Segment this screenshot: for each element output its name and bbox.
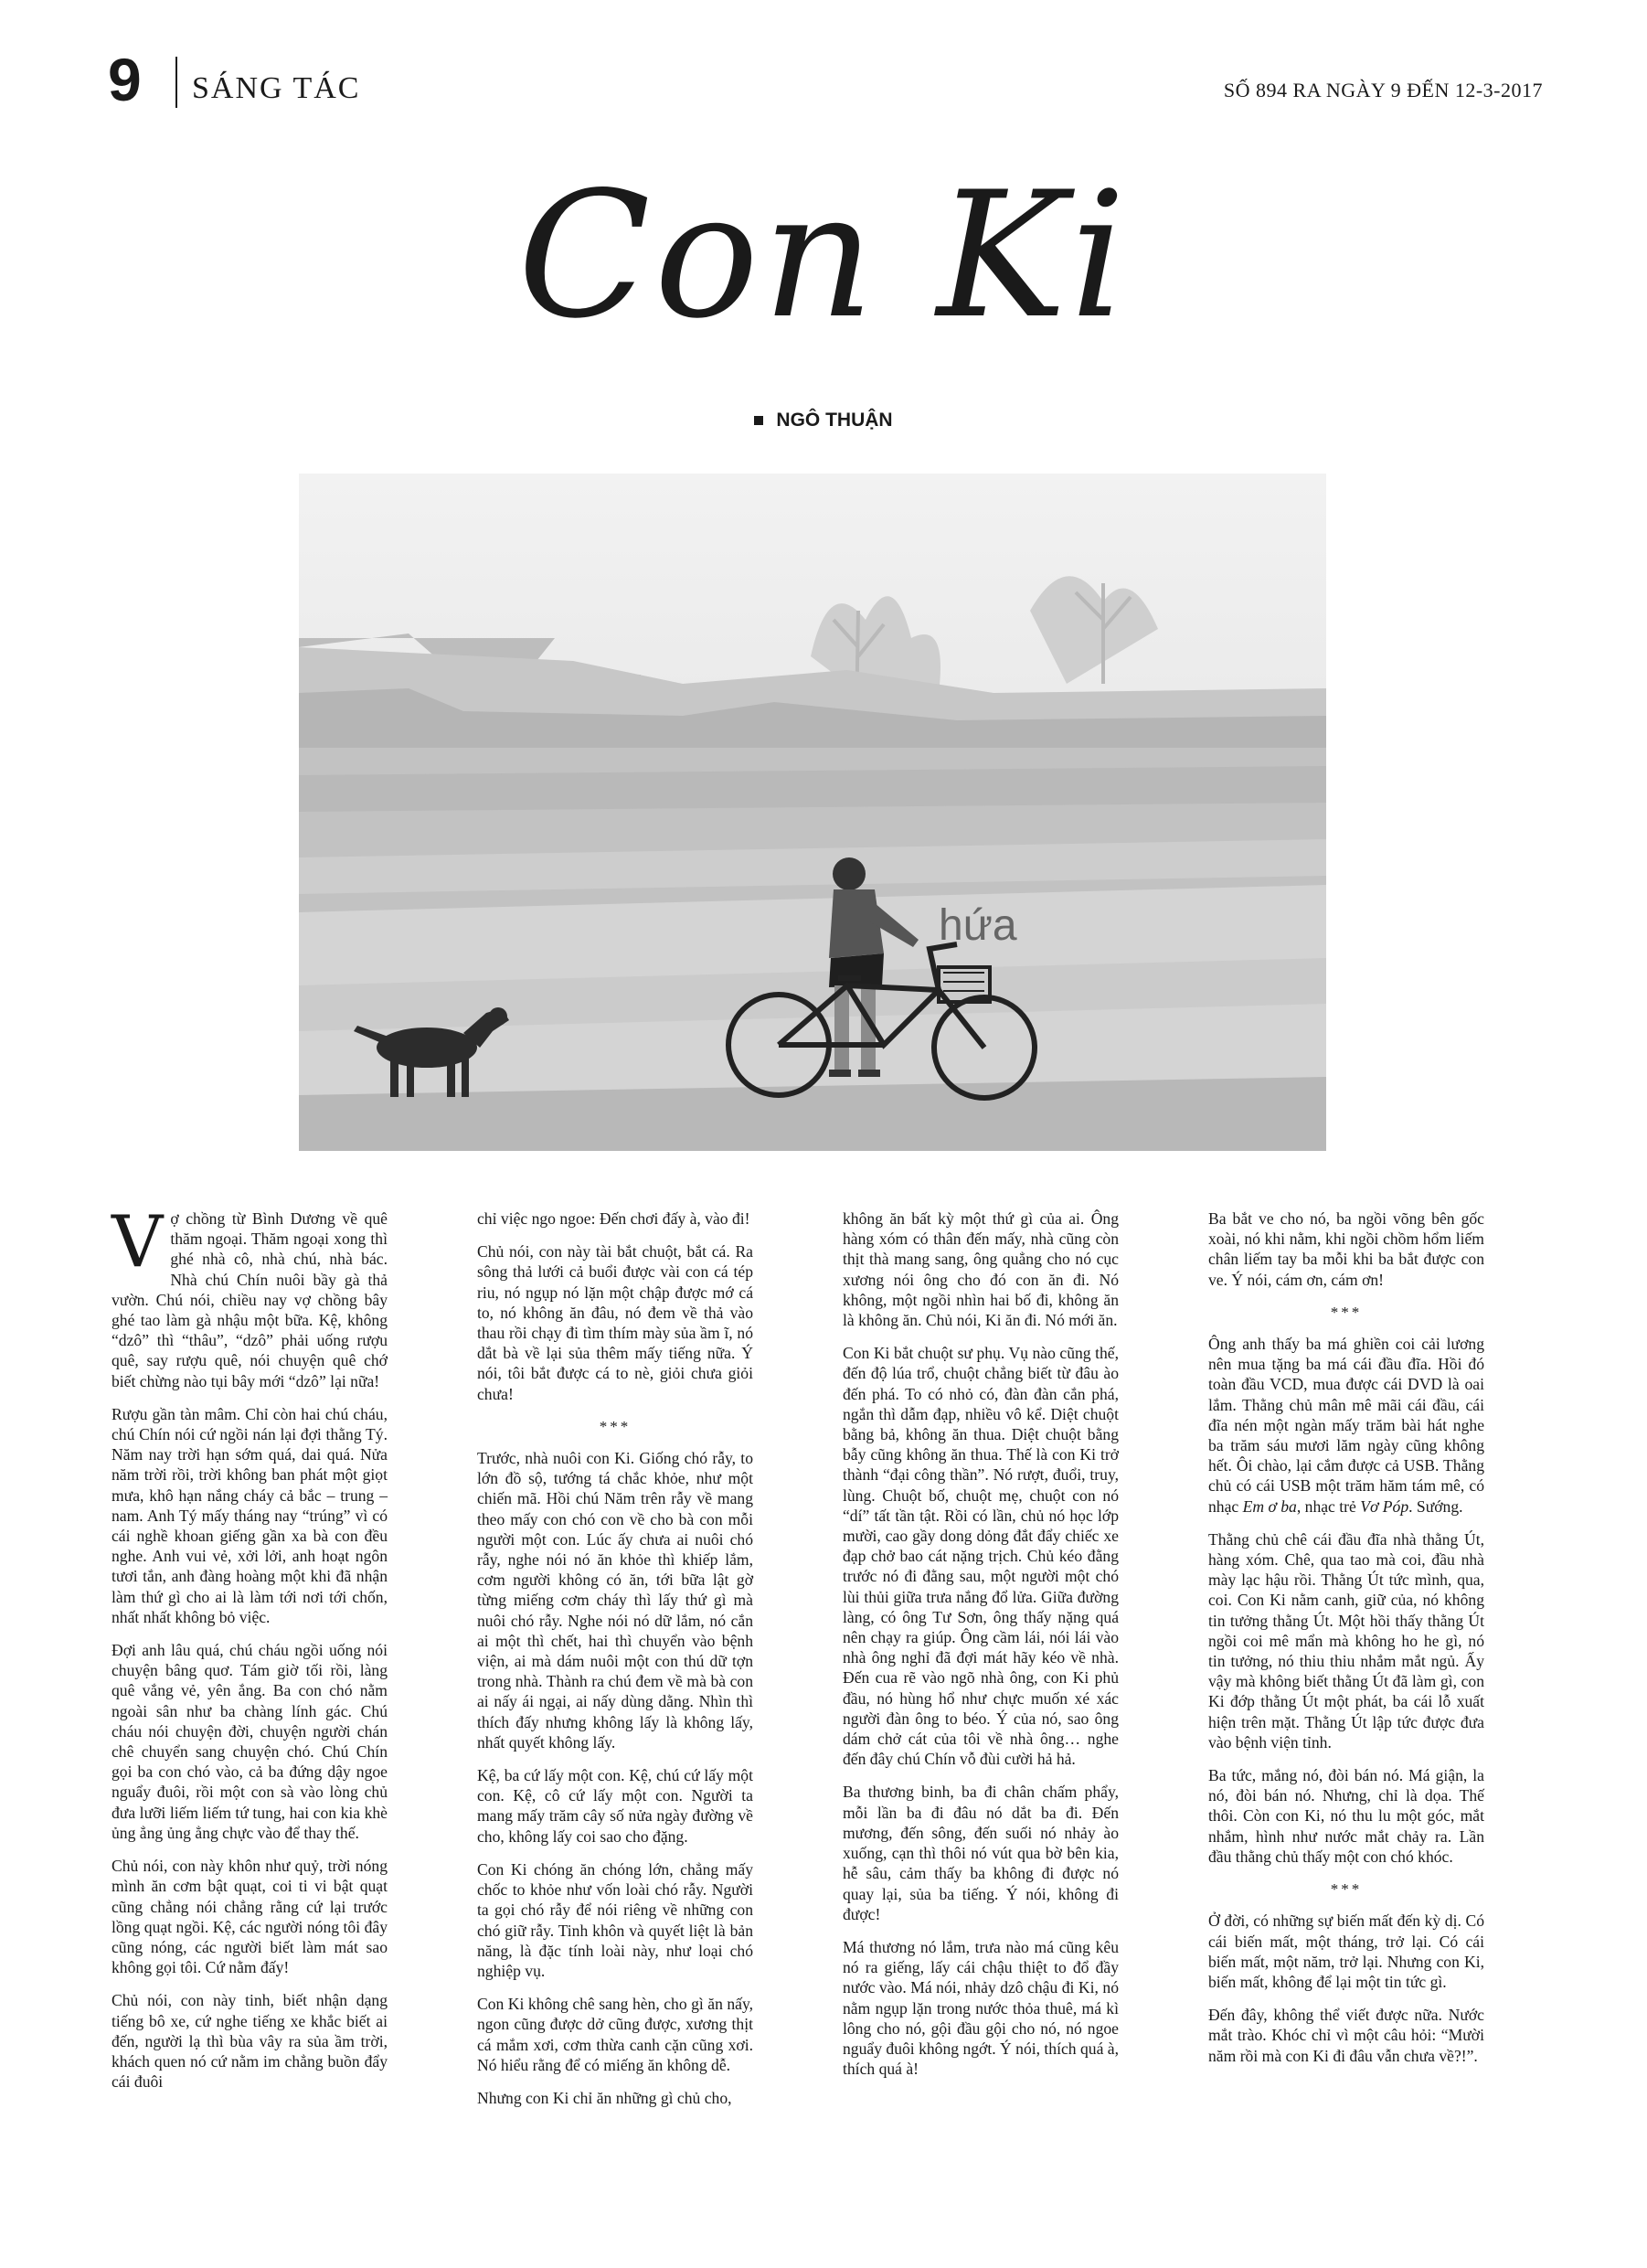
paragraph: Kệ, ba cứ lấy một con. Kệ, chú cứ lấy một con. Kệ, cô cứ lấy một con. Người ta mang mấy trăm cây số nửa ngày đường về cho, không lấy coi sao cho đặng. (477, 1766, 753, 1846)
paragraph: Ba tức, mắng nó, đòi bán nó. Má giận, la nó, đòi bán nó. Nhưng, chỉ là dọa. Thế thôi. Còn con Ki, nó thu lu một góc, mắt nhắm, hình như nước mắt chảy ra. Lần đầu thằng chủ thấy một con chó khóc. (1208, 1766, 1484, 1866)
paragraph: Má thương nó lắm, trưa nào má cũng kêu nó ra giếng, lấy cái chậu thiệt to đổ đầy nước vào. Má nói, nhảy dzô chậu đi Ki, nó nằm ngụp lặn trong nước thỏa thuê, má kì lông cho nó, gội đầu gội cho nó, nó ngoe nguẩy đuôi không ngớt. Ý nói, thích quá à, thích quá à! (843, 1937, 1120, 2079)
paragraph: Trước, nhà nuôi con Ki. Giống chó rẫy, to lớn đồ sộ, tướng tá chắc khỏe, như một chiến mã. Hồi chú Năm trên rẫy về mang theo mấy con chó con về cho bà con mỗi người một con. Lúc ấy chưa ai nuôi chó rẫy, nghe nói nó ăn khỏe thì khiếp lắm, cơm người không có ăn, tới bữa lật gờ từng miếng cơm cháy thì lấy thứ gì mà nuôi chó rẫy. Nghe nói nó dữ lắm, nó cắn ai một thì chết, hai thì chuyển vào bệnh viện, ai mà dám nuôi một con thú dữ tợn trong nhà. Thành ra chú đem về mà bà con ai nấy ái ngại, ai nấy dùng dằng. Nhìn thì thích đấy nhưng không lấy là không lấy, nhất quyết không lấy. (477, 1449, 753, 1752)
issue-info: SỐ 894 RA NGÀY 9 ĐẾN 12-3-2017 (1223, 79, 1543, 101)
page-header (108, 46, 1543, 113)
section-separator: *** (1330, 1303, 1363, 1321)
article-illustration (299, 474, 1326, 1151)
paragraph: Thằng chủ chê cái đầu đĩa nhà thằng Út, hàng xóm. Chê, qua tao mà coi, đầu nhà mày lạc hậu rồi. Thằng Út tức mình, qua, coi. Con Ki nằm canh, giữ của, nó không tin tưởng thằng Út. Một hồi thấy thằng Út ngồi coi mê mẩn mà không ho he gì, nó tin tưởng, nó thiu thiu nhắm mắt ngủ. Ấy vậy mà không biết thằng Út đã làm gì, con Ki đớp thằng Út một phát, ba cái lỗ xuất hiện trên mặt. Thằng Út lập tức được đưa vào bệnh viện tỉnh. (1208, 1529, 1484, 1752)
paragraph: chỉ việc ngo ngoe: Đến chơi đấy à, vào đi! (477, 1209, 750, 1228)
section-title: SÁNG TÁC (192, 71, 361, 105)
paragraph: Con Ki bắt chuột sư phụ. Vụ nào cũng thế, đến độ lúa trổ, chuột chẳng biết từ đâu ào đến phá. To có nhỏ có, đàn đàn cắn phá, ngắn thì dẫm đạp, nhiều vô kể. Diệt chuột bằng bả, không ăn thua. Diệt chuột bằng bẫy cũng không ăn thua. Thế là con Ki trở thành “đại công thần”. Nó rượt, đuổi, truy, lùng. Chuột bố, chuột mẹ, chuột con nó “dí” tất tần tật. Rồi có lần, chủ nó học lớp mười, cao gầy dong dỏng đắt đẩy chiếc xe đạp chở bao cát nặng trịch. Chủ kéo đằng trước nó đi đằng sau, một người một chó lùi thủi giữa trưa nắng đổ lửa. Giữa đường làng, có ông Tư Sơn, ông thấy nặng quá nên chạy ra giúp. Ông cầm lái, nói lái vào nhà ông nghỉ đã đợi mát hãy kéo về nhà. Đến cua rẽ vào ngõ nhà ông, con Ki phủ đầu, nó hùng hổ như chực muốn xé xác người đàn ông to béo. Ý của nó, sao ông dám chở cát của tôi về nhà ông… nghe đến đây chú Chín vỗ đùi cười hả hả. (843, 1344, 1119, 1769)
section-separator: *** (599, 1417, 632, 1435)
section-separator: *** (1330, 1880, 1363, 1899)
bullet-square-icon (754, 416, 763, 425)
article-title: Con Ki (517, 154, 1130, 357)
paragraph: Chủ nói, con này tinh, biết nhận dạng tiếng bô xe, cứ nghe tiếng xe khắc biết ai đến, người lạ thì bùa vây ra sủa ầm trời, khách quen nó cứ nằm im chẳng buồn đẩy cái đuôi (112, 1991, 388, 2092)
drop-cap: V (112, 1201, 164, 1283)
text-column-2 (477, 1209, 753, 2121)
paragraph: Đợi anh lâu quá, chú cháu ngồi uống nói chuyện bâng quơ. Tám giờ tối rồi, làng quê vắng vẻ, yên ắng. Ba con chó nằm ngoài sân như ba chàng lính gác. Chú cháu nói chuyện đời, chuyện người chán chê chuyển sang chuyện chó. Chú Chín gọi ba con chó vào, cả ba đứng dậy ngoe nguẩy đuôi, rồi một con sà vào lòng chủ đưa lưỡi liếm liếm tứ tung, hai con kia khè ủng ẳng ủng ẳng chực vào để thay thế. (112, 1641, 388, 1842)
author-name: NGÔ THUẬN (776, 410, 893, 431)
author-line (0, 410, 1647, 431)
text-column-3 (843, 1209, 1119, 2092)
paragraph: Chủ nói, con này khôn như quỷ, trời nóng mình ăn cơm bật quạt, coi ti vi bật quạt cũng chẳng nói chẳng rằng cứ lại trước lồng quạt ngồi. Kệ, các người nóng tôi đây cũng nóng, các người biết làm mát sao không gọi tôi. Cứ nằm đấy! (112, 1857, 388, 1977)
paragraph: Vợ chồng từ Bình Dương về quê thăm ngoại. Thăm ngoại xong thì ghé nhà cô, nhà chú, nhà bác. Nhà chú Chín nuôi bầy gà thả vườn. Chú nói, chiều nay vợ chồng bây ghé tao làm gà nhậu một bữa. Kệ, không “dzô” thì “thâu”, “dzô” phải uống rượu quê, say rượu quê, nói chuyện quê chớ biết chừng nào tụi bây mới “dzô” lại nữa! (112, 1201, 388, 1390)
text-column-4 (1208, 1209, 1484, 2079)
paragraph: Nhưng con Ki chỉ ăn những gì chủ cho, (477, 2088, 732, 2107)
paragraph: Con Ki không chê sang hèn, cho gì ăn nấy, ngon cũng được dở cũng được, xương thịt cá mắm xơi, cơm thừa canh cặn cũng xơi. Nó hiểu rằng để có miếng ăn không dễ. (477, 1995, 753, 2074)
paragraph: Ba bắt ve cho nó, ba ngồi võng bên gốc xoài, nó khi nằm, khi ngồi chồm hổm liếm chân liếm tay ba mỗi khi ba bắt được con ve. Ý nói, cám ơn, cám ơn! (1208, 1209, 1484, 1289)
illustration-signature: hứa (939, 901, 1017, 950)
text-column-1 (112, 1201, 388, 2104)
header-divider (175, 57, 177, 108)
paragraph: Chủ nói, con này tài bắt chuột, bắt cá. Ra sông thả lưới cả buổi được vài con cá tép riu, nó ngụp nó lặn một chập được mớ cá to, nó không ăn đâu, nó đem về thả vào thau rồi chạy đi tìm thím mày sủa ầm ĩ, nó dắt bà về lại sủa thêm mấy tiếng nữa. Ý nói, tôi bắt được cá to nè, giỏi chưa giỏi chưa! (477, 1242, 753, 1403)
paragraph: Ông anh thấy ba má ghiền coi cải lương nên mua tặng ba má cái đầu đĩa. Hồi đó toàn đầu VCD, mua được cái DVD là oai lắm. Thằng chủ mân mê mãi cái đầu, cái đĩa nén một ngàn mấy trăm bài hát nghe ba trăm sáu mươi lăm ngày cũng không hết. Ôi chào, lại cắm được cả USB. Thằng chủ có cái USB một trăm hăm tám mê, có nhạc Em ơ ba, nhạc trẻ Vơ Póp. Sướng. (1208, 1335, 1484, 1516)
paragraph: Rượu gần tàn mâm. Chỉ còn hai chú cháu, chú Chín nói cứ ngồi nán lại đợi thằng Tý. Năm nay trời hạn sớm quá, dai quá. Nửa năm trời rồi, trời không ban phát một giọt mưa, khô hạn nắng cháy cả bắc – trung – nam. Anh Tý mấy tháng nay “trúng” vì có cái nghề khoan giếng gần xa bà con đều nghe. Anh vui vẻ, xởi lởi, anh hoạt ngôn tươi tắn, anh đàng hoàng một khi đã nhận làm thứ gì cho ai là làm tới nơi tới chốn, nhất nhất không bỏ việc. (112, 1404, 388, 1626)
paragraph: Con Ki chóng ăn chóng lớn, chẳng mấy chốc to khỏe như vốn loài chó rẫy. Người ta gọi chó rẫy để nói riêng về những con chó giữ rẫy. Tinh khôn và quyết liệt là bản năng, là đặc tính loài này, như loại chó nghiệp vụ. (477, 1859, 753, 1980)
paragraph: Đến đây, không thể viết được nữa. Nước mắt trào. Khóc chỉ vì một câu hỏi: “Mười năm rồi mà con Ki đi đâu vẫn chưa về?!”. (1208, 2006, 1484, 2065)
paragraph: Ba thương binh, ba đi chân chấm phẩy, mỗi lần ba đi đâu nó dắt ba đi. Đến mương, đến sông, đến suối nó nhảy ào xuống, cạn thì thôi nó vút qua bờ bên kia, hễ sâu, cảm thấy ba không đi được nó quay lại, sủa ba tiếng. Ý nói, không đi được! (843, 1783, 1119, 1923)
paragraph: Ở đời, có những sự biến mất đến kỳ dị. Có cái biến mất, một tháng, trở lại. Có cái biến mất, một năm, trở lại. Nhưng con Ki, biến mất, không để lại một tin tức gì. (1208, 1911, 1484, 1991)
paragraph: không ăn bất kỳ một thứ gì của ai. Ông hàng xóm có thân đến mấy, nhà cũng còn thịt thà mang sang, ông quẳng cho nó cục xương nói ông cho đó con ăn đi. Nó không, một ngồi nhìn hai bố đi, không ăn là không ăn. Chủ nói, Ki ăn đi. Nó mới ăn. (843, 1209, 1119, 1330)
page-number: 9 (108, 46, 142, 113)
